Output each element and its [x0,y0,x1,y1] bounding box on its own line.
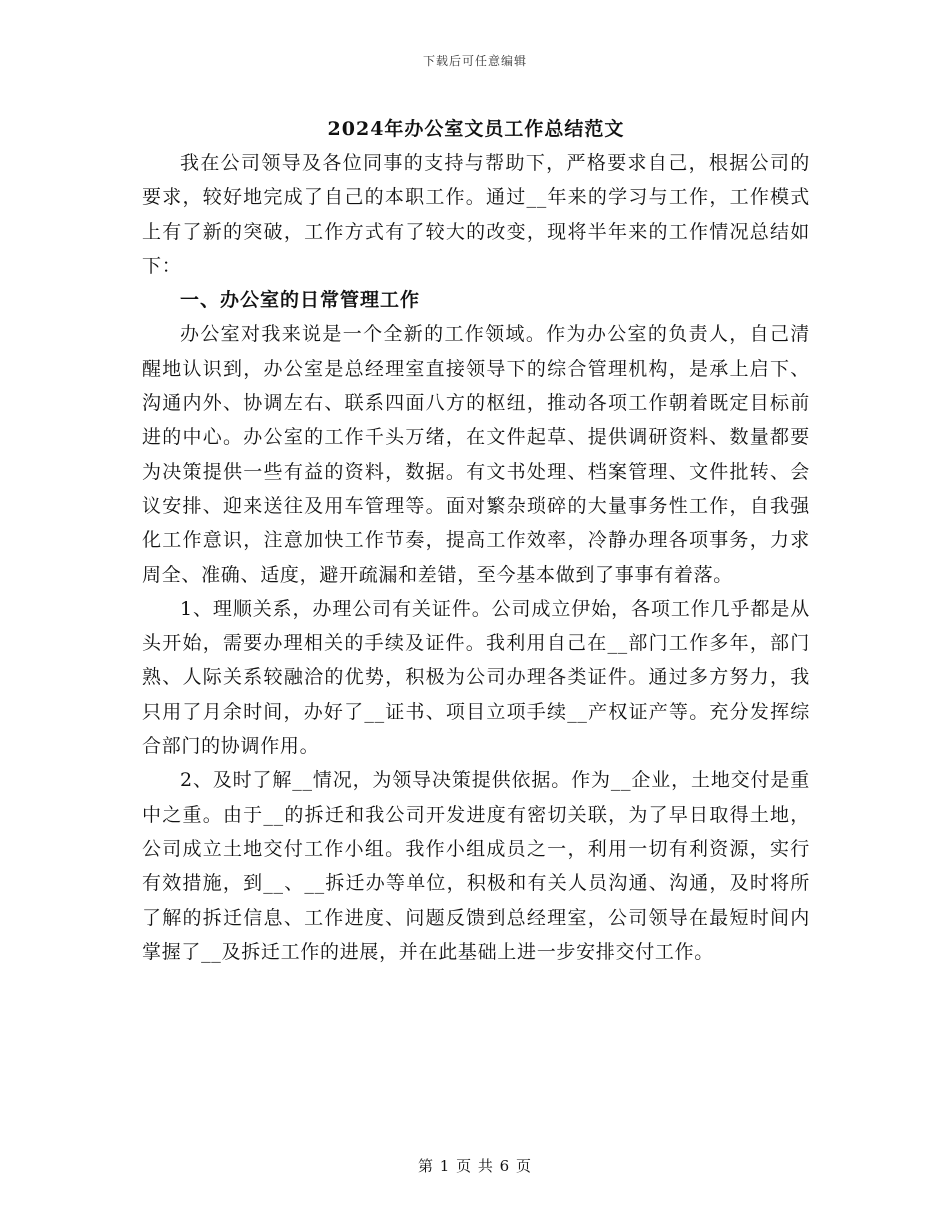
document-body [142,112,810,969]
page-number-footer: 第 1 页 共 6 页 [418,1157,532,1175]
section-heading-office-management: 一、办公室的日常管理工作 [180,289,421,312]
intro-paragraph: 我在公司领导及各位同事的支持与帮助下，严格要求自己，根据公司的要求，较好地完成了自己的本职工作。通过__年来的学习与工作，工作模式上有了新的突破，工作方式有了较大的改变，现将半年来的工作情况总结如下： [142,152,810,277]
document-title: 2024年办公室文员工作总结范文 [327,118,625,140]
item1-paragraph: 1、理顺关系，办理公司有关证件。公司成立伊始，各项工作几乎都是从头开始，需要办理相关的手续及证件。我利用自己在__部门工作多年，部门熟、人际关系较融洽的优势，积极为公司办理各类证件。通过多方努力，我只用了月余时间，办好了__证书、项目立项手续__产权证产等。充分发挥综合部门的协调作用。 [142,597,810,758]
item2-paragraph: 2、及时了解__情况，为领导决策提供依据。作为__企业，土地交付是重中之重。由于__的拆迁和我公司开发进度有密切关联，为了早日取得土地，公司成立土地交付工作小组。我作小组成员之一，利用一切有利资源，实行有效措施，到__、__拆迁办等单位，积极和有关人员沟通、沟通，及时将所了解的拆迁信息、工作进度、问题反馈到总经理室，公司领导在最短时间内掌握了__及拆迁工作的进展，并在此基础上进一步安排交付工作。 [142,769,810,963]
page-header: 下载后可任意编辑 [422,54,527,68]
section1-paragraph: 办公室对我来说是一个全新的工作领域。作为办公室的负责人，自己清醒地认识到，办公室是总经理室直接领导下的综合管理机构，是承上启下、沟通内外、协调左右、联系四面八方的枢纽，推动各项工作朝着既定目标前进的中心。办公室的工作千头万绪，在文件起草、提供调研资料、数量都要为决策提供一些有益的资料，数据。有文书处理、档案管理、文件批转、会议安排、迎来送往及用车管理等。面对繁杂琐碎的大量事务性工作，自我强化工作意识，注意加快工作节奏，提高工作效率，冷静办理各项事务，力求周全、准确、适度，避开疏漏和差错，至今基本做到了事事有着落。 [142,323,810,586]
